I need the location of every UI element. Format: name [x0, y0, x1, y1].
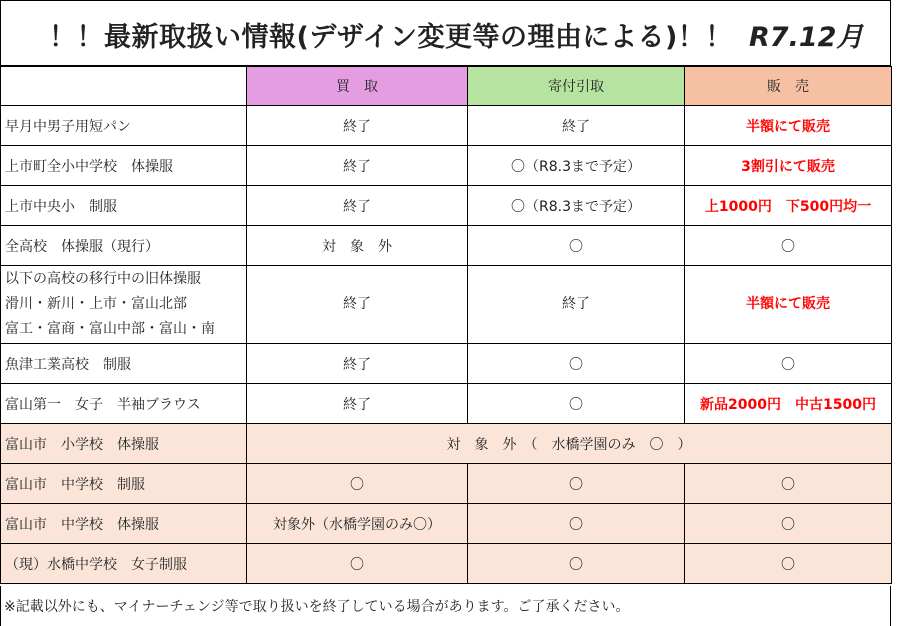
item-label: [1, 464, 247, 504]
kifu-cell: 〇: [468, 544, 685, 584]
kifu-cell: 〇: [468, 504, 685, 544]
hanbai-cell: 〇: [685, 226, 892, 266]
item-label-line: 富山市 小学校 体操服: [5, 436, 159, 453]
item-label: [1, 266, 247, 344]
hanbai-cell: 上1000円 下500円均一: [685, 186, 892, 226]
title-bar: [0, 0, 891, 66]
hanbai-cell: 3割引にて販売: [685, 146, 892, 186]
header-row: [1, 67, 892, 106]
item-label-line: 富工・富商・富山中部・富山・南: [5, 321, 215, 337]
table-row: [1, 266, 892, 344]
table-row: [1, 544, 892, 584]
footnote: ※記載以外にも、マイナーチェンジ等で取り扱いを終了している場合があります。ご了承ください。: [4, 599, 630, 615]
kaitori-cell: 対 象 外: [247, 226, 468, 266]
kaitori-cell: 〇: [247, 464, 468, 504]
table-row: [1, 504, 892, 544]
table-row: [1, 384, 892, 424]
item-label-line: （現）水橋中学校 女子制服: [5, 556, 187, 573]
hanbai-cell: 〇: [685, 344, 892, 384]
kifu-cell: 〇（R8.3まで予定）: [468, 146, 685, 186]
item-label: [1, 384, 247, 424]
table-row: [1, 106, 892, 146]
kifu-cell: 〇: [468, 464, 685, 504]
item-label: [1, 344, 247, 384]
kaitori-cell: 終了: [247, 186, 468, 226]
hanbai-cell: 新品2000円 中古1500円: [685, 384, 892, 424]
kaitori-cell: 終了: [247, 344, 468, 384]
kaitori-cell: 終了: [247, 106, 468, 146]
kifu-cell: 〇（R8.3まで予定）: [468, 186, 685, 226]
item-label-line: 滑川・新川・上市・富山北部: [5, 296, 187, 312]
item-label: [1, 424, 247, 464]
kifu-cell: 終了: [468, 106, 685, 146]
kaitori-cell: 終了: [247, 384, 468, 424]
header-kifu: 寄付引取: [468, 67, 685, 106]
item-label-line: 以下の高校の移行中の旧体操服: [5, 271, 201, 287]
hanbai-cell: 半額にて販売: [685, 106, 892, 146]
header-hanbai: 販 売: [685, 67, 892, 106]
status-table: [0, 66, 892, 584]
page-title: ！！最新取扱い情報(デザイン変更等の理由による)！！: [49, 22, 733, 53]
item-label-line: 富山第一 女子 半袖ブラウス: [5, 396, 201, 413]
table-row: [1, 186, 892, 226]
item-label: [1, 146, 247, 186]
table-row: [1, 344, 892, 384]
kifu-cell: 〇: [468, 384, 685, 424]
table-row: [1, 146, 892, 186]
table-row: [1, 464, 892, 504]
hanbai-cell: 〇: [685, 504, 892, 544]
header-label-cell: [1, 67, 247, 106]
item-label-line: 富山市 中学校 体操服: [5, 516, 159, 533]
kaitori-cell: 対象外（水橋学園のみ〇）: [247, 504, 468, 544]
merged-status-cell: 対 象 外 （ 水橋学園のみ 〇 ）: [247, 424, 892, 464]
kaitori-cell: 〇: [247, 544, 468, 584]
hanbai-cell: 〇: [685, 464, 892, 504]
item-label-line: 全高校 体操服（現行）: [5, 238, 159, 255]
table-row: [1, 226, 892, 266]
hanbai-cell: 〇: [685, 544, 892, 584]
header-kaitori: 買 取: [247, 67, 468, 106]
month-label: R7.12月: [749, 22, 864, 53]
table-row: [1, 424, 892, 464]
item-label: [1, 504, 247, 544]
item-label: [1, 186, 247, 226]
item-label-line: 早月中男子用短パン: [5, 118, 131, 135]
kifu-cell: 終了: [468, 266, 685, 344]
item-label: [1, 544, 247, 584]
item-label-line: 上市中央小 制服: [5, 198, 117, 215]
item-label-line: 魚津工業高校 制服: [5, 356, 131, 373]
kaitori-cell: 終了: [247, 266, 468, 344]
item-label-line: 富山市 中学校 制服: [5, 476, 145, 493]
item-label: [1, 106, 247, 146]
item-label: [1, 226, 247, 266]
kifu-cell: 〇: [468, 344, 685, 384]
kifu-cell: 〇: [468, 226, 685, 266]
kaitori-cell: 終了: [247, 146, 468, 186]
item-label-line: 上市町全小中学校 体操服: [5, 158, 173, 175]
hanbai-cell: 半額にて販売: [685, 266, 892, 344]
